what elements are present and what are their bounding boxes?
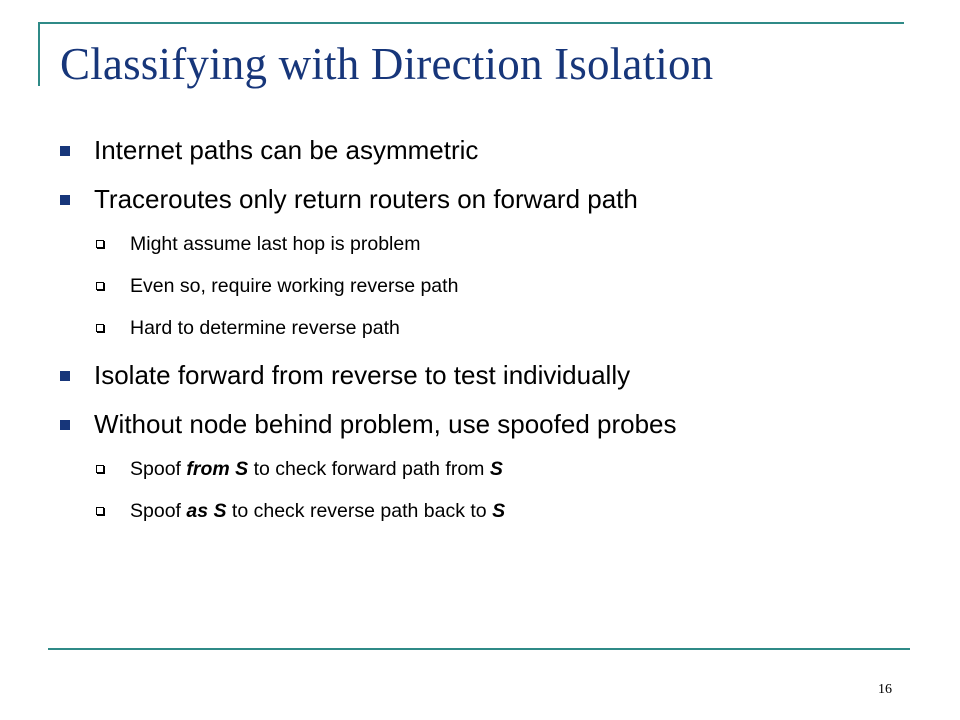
- sub-bullet-text: [130, 500, 505, 522]
- bullet-text: Internet paths can be asymmetric: [94, 135, 479, 165]
- square-bullet-icon: [60, 146, 70, 156]
- sub-bullet-1: [96, 232, 420, 256]
- bullet-2: [60, 184, 638, 214]
- frame-bottom-line: [48, 648, 910, 650]
- sub-bullet-3: [96, 316, 400, 340]
- sub-bullet-4: [96, 457, 503, 481]
- frame-top-line: [38, 22, 904, 24]
- emphasis-text: S: [489, 458, 503, 480]
- sub-bullet-text: Hard to determine reverse path: [130, 317, 400, 339]
- sub-bullet-2: [96, 274, 458, 298]
- sub-bullet-5: [96, 499, 505, 523]
- bullet-3: [60, 360, 630, 390]
- text-run: to check forward path from: [248, 458, 490, 480]
- text-run: to check reverse path back to: [226, 500, 493, 522]
- hollow-square-bullet-icon: [96, 240, 104, 248]
- bullet-1: [60, 135, 478, 165]
- text-run: Spoof: [130, 458, 187, 480]
- text-run: Spoof: [130, 500, 187, 522]
- sub-bullet-text: Might assume last hop is problem: [130, 233, 421, 255]
- emphasis-text: as S: [186, 500, 227, 522]
- bullet-text: Traceroutes only return routers on forward path: [94, 184, 638, 214]
- sub-bullet-text: [130, 458, 503, 480]
- slide-title: Classifying with Direction Isolation: [60, 39, 714, 89]
- hollow-square-bullet-icon: [96, 282, 104, 290]
- hollow-square-bullet-icon: [96, 507, 104, 515]
- square-bullet-icon: [60, 195, 70, 205]
- frame-left-line: [38, 22, 40, 86]
- bullet-text: Without node behind problem, use spoofed probes: [94, 409, 677, 439]
- emphasis-text: from S: [186, 458, 249, 480]
- bullet-text: Isolate forward from reverse to test individually: [94, 360, 631, 390]
- sub-bullet-text: Even so, require working reverse path: [130, 275, 459, 297]
- bullet-4: [60, 409, 677, 439]
- page-number: 16: [878, 682, 892, 697]
- square-bullet-icon: [60, 371, 70, 381]
- emphasis-text: S: [492, 500, 506, 522]
- hollow-square-bullet-icon: [96, 324, 104, 332]
- square-bullet-icon: [60, 420, 70, 430]
- hollow-square-bullet-icon: [96, 465, 104, 473]
